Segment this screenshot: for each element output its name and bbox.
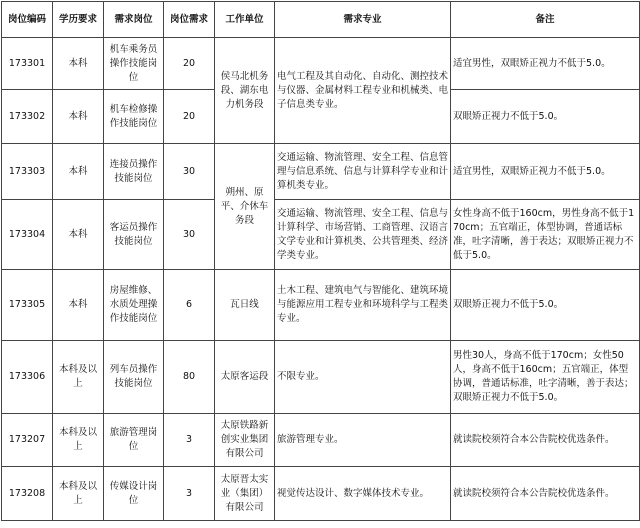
- count-cell: 30: [164, 200, 215, 270]
- education-cell: 本科: [53, 90, 104, 144]
- education-cell: 本科及以上: [53, 467, 104, 521]
- note-cell: 双眼矫正视力不低于5.0。: [451, 270, 640, 341]
- post-cell: 列车员操作技能岗位: [104, 341, 164, 414]
- education-cell: 本科: [53, 200, 104, 270]
- post-cell: 房屋维修、水质处理操作技能岗位: [104, 270, 164, 341]
- note-cell: 女性身高不低于160cm，男性身高不低于170cm；五官端正，体型协调，普通话标准，吐字清晰，善于表达；双眼矫正视力不低于5.0。: [451, 200, 640, 270]
- note-cell: 就读院校须符合本公告院校优选条件。: [451, 414, 640, 467]
- post-cell: 客运员操作技能岗位: [104, 200, 164, 270]
- count-cell: 3: [164, 467, 215, 521]
- major-cell: 旅游管理专业。: [275, 414, 451, 467]
- header-note: 备注: [451, 2, 640, 38]
- count-cell: 20: [164, 38, 215, 90]
- count-cell: 3: [164, 414, 215, 467]
- major-cell: 电气工程及其自动化、自动化、测控技术与仪器、金属材料工程专业和机械类、电子信息类专业。: [275, 38, 451, 144]
- education-cell: 本科: [53, 38, 104, 90]
- code-cell: 173304: [2, 200, 53, 270]
- unit-cell: 侯马北机务段、湖东电力机务段: [215, 38, 275, 144]
- table-row: [2, 414, 640, 467]
- unit-cell: 太原客运段: [215, 341, 275, 414]
- major-cell: 视觉传达设计、数字媒体技术专业。: [275, 467, 451, 521]
- code-cell: 173301: [2, 38, 53, 90]
- count-cell: 20: [164, 90, 215, 144]
- post-cell: 传媒设计岗位: [104, 467, 164, 521]
- education-cell: 本科及以上: [53, 341, 104, 414]
- unit-cell: 朔州、原平、介休车务段: [215, 144, 275, 270]
- header-count: 岗位需求: [164, 2, 215, 38]
- education-cell: 本科及以上: [53, 414, 104, 467]
- header-row: [2, 2, 640, 38]
- table-row: [2, 270, 640, 341]
- count-cell: 80: [164, 341, 215, 414]
- code-cell: 173306: [2, 341, 53, 414]
- post-cell: 机车乘务员操作技能岗位: [104, 38, 164, 90]
- code-cell: 173303: [2, 144, 53, 200]
- code-cell: 173302: [2, 90, 53, 144]
- note-cell: 适宜男性，双眼矫正视力不低于5.0。: [451, 38, 640, 90]
- header-post: 需求岗位: [104, 2, 164, 38]
- post-cell: 连接员操作技能岗位: [104, 144, 164, 200]
- note-cell: 男性30人，身高不低于170cm；女性50人，身高不低于160cm；五官端正，体型协调，普通话标准，吐字清晰，善于表达；双眼矫正视力不低于5.0。: [451, 341, 640, 414]
- header-major: 需求专业: [275, 2, 451, 38]
- table-row: [2, 200, 640, 270]
- major-cell: 土木工程、建筑电气与智能化、建筑环境与能源应用工程专业和环境科学与工程类专业。: [275, 270, 451, 341]
- header-education: 学历要求: [53, 2, 104, 38]
- code-cell: 173207: [2, 414, 53, 467]
- count-cell: 6: [164, 270, 215, 341]
- major-cell: 交通运输、物流管理、安全工程、信息与计算科学、市场营销、工商管理、汉语言文学专业和计算机类、公共管理类、经济学类专业。: [275, 200, 451, 270]
- major-cell: 交通运输、物流管理、安全工程、信息管理与信息系统、信息与计算科学专业和计算机类专业。: [275, 144, 451, 200]
- post-cell: 机车检修操作技能岗位: [104, 90, 164, 144]
- post-cell: 旅游管理岗位: [104, 414, 164, 467]
- major-cell: 不限专业。: [275, 341, 451, 414]
- header-unit: 工作单位: [215, 2, 275, 38]
- table-row: [2, 341, 640, 414]
- unit-cell: 太原铁路新创实业集团有限公司: [215, 414, 275, 467]
- header-code: 岗位编码: [2, 2, 53, 38]
- note-cell: 适宜男性，双眼矫正视力不低于5.0。: [451, 144, 640, 200]
- table-row: [2, 467, 640, 521]
- unit-cell: 太原晋太实业（集团）有限公司: [215, 467, 275, 521]
- education-cell: 本科: [53, 270, 104, 341]
- code-cell: 173208: [2, 467, 53, 521]
- unit-cell: 瓦日线: [215, 270, 275, 341]
- table-row: [2, 144, 640, 200]
- table-row: [2, 38, 640, 90]
- note-cell: 双眼矫正视力不低于5.0。: [451, 90, 640, 144]
- education-cell: 本科: [53, 144, 104, 200]
- note-cell: 就读院校须符合本公告院校优选条件。: [451, 467, 640, 521]
- code-cell: 173305: [2, 270, 53, 341]
- recruitment-table: [1, 1, 640, 521]
- count-cell: 30: [164, 144, 215, 200]
